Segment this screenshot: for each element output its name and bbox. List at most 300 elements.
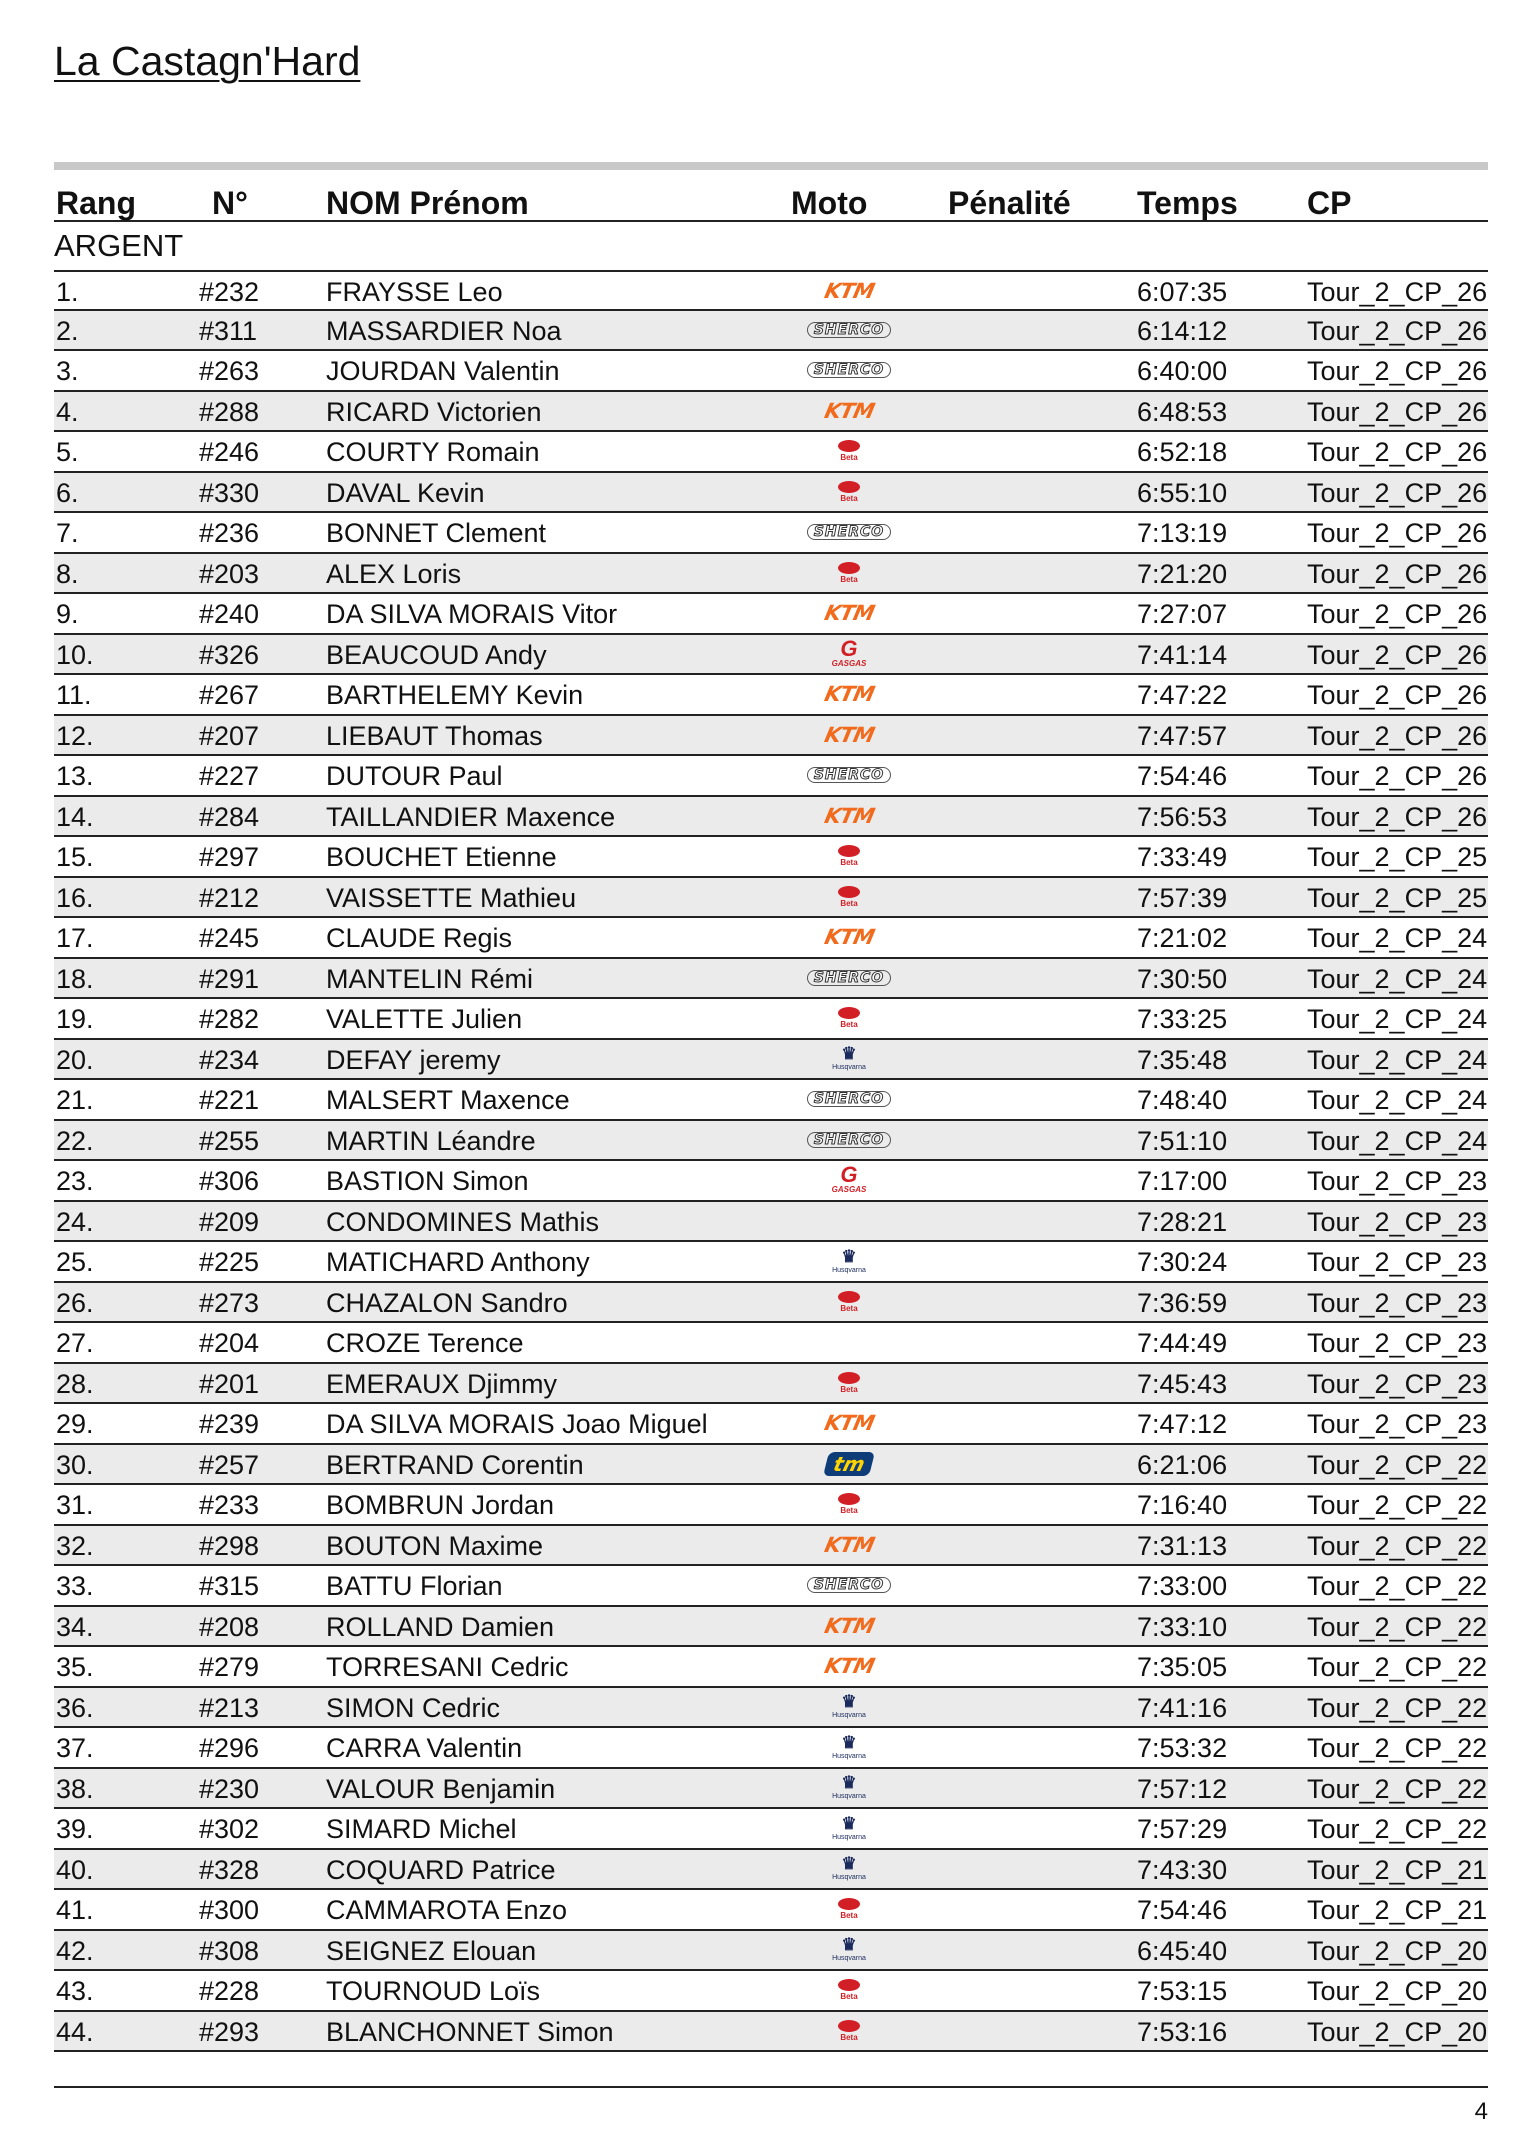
- rank-cell: 16.: [56, 882, 94, 913]
- moto-cell: [774, 675, 924, 713]
- rank-cell: 8.: [56, 558, 79, 589]
- moto-cell: [774, 1283, 924, 1321]
- table-row: [54, 1688, 1488, 1729]
- cp-cell: Tour_2_CP_22: [1307, 1611, 1488, 1642]
- number-cell: #239: [199, 1409, 260, 1439]
- time-cell: 6:14:12: [1137, 315, 1228, 346]
- sherco-logo-icon: SHERCO: [807, 970, 891, 986]
- table-row: [54, 1809, 1488, 1850]
- rank-cell: 39.: [56, 1814, 94, 1844]
- number-cell: #212: [199, 882, 260, 913]
- number-cell: #232: [199, 277, 260, 307]
- time-cell: 7:21:20: [1137, 558, 1228, 589]
- rank-cell: 19.: [56, 1004, 94, 1034]
- rank-cell: 15.: [56, 842, 94, 872]
- cp-cell: Tour_2_CP_23: [1307, 1247, 1488, 1277]
- time-cell: 7:57:12: [1137, 1773, 1228, 1804]
- cp-cell: Tour_2_CP_23: [1307, 1328, 1488, 1358]
- name-cell: DA SILVA MORAIS Vitor: [326, 599, 618, 629]
- cp-cell: Tour_2_CP_26: [1307, 801, 1488, 832]
- moto-cell: [774, 1161, 924, 1199]
- rank-cell: 9.: [56, 599, 79, 629]
- table-body: [54, 270, 1488, 2052]
- time-cell: 7:51:10: [1137, 1125, 1228, 1156]
- number-cell: #267: [199, 680, 260, 710]
- rank-cell: 12.: [56, 720, 94, 751]
- number-cell: #230: [199, 1773, 260, 1804]
- beta-logo-icon: Beta: [838, 1007, 860, 1029]
- number-cell: #311: [199, 315, 258, 346]
- time-cell: 7:35:48: [1137, 1044, 1228, 1075]
- time-cell: 6:48:53: [1137, 396, 1228, 427]
- table-row: [54, 1769, 1488, 1810]
- name-cell: COQUARD Patrice: [326, 1854, 556, 1885]
- name-cell: BOMBRUN Jordan: [326, 1490, 555, 1520]
- moto-cell: [774, 1485, 924, 1523]
- moto-cell: [774, 311, 924, 349]
- name-cell: BERTRAND Corentin: [326, 1449, 584, 1480]
- moto-cell: [774, 1404, 924, 1442]
- rank-cell: 34.: [56, 1611, 94, 1642]
- moto-cell: [774, 1850, 924, 1888]
- moto-cell: [774, 1647, 924, 1685]
- rank-cell: 13.: [56, 761, 94, 791]
- moto-cell: [774, 1607, 924, 1645]
- ktm-logo-icon: KTM: [822, 722, 876, 747]
- moto-cell: [774, 999, 924, 1037]
- moto-cell: [774, 1202, 924, 1240]
- table-row: [54, 1242, 1488, 1283]
- cp-cell: Tour_2_CP_26: [1307, 477, 1488, 508]
- name-cell: SEIGNEZ Elouan: [326, 1935, 537, 1966]
- name-cell: DUTOUR Paul: [326, 761, 503, 791]
- number-cell: #298: [199, 1530, 260, 1561]
- time-cell: 7:43:30: [1137, 1854, 1228, 1885]
- number-cell: #302: [199, 1814, 260, 1844]
- number-cell: #227: [199, 761, 260, 791]
- bottom-divider: [54, 2086, 1488, 2088]
- name-cell: BARTHELEMY Kevin: [326, 680, 584, 710]
- husqvarna-logo-icon: ♛ Husqvarna: [832, 1732, 866, 1760]
- rank-cell: 44.: [56, 2016, 94, 2047]
- time-cell: 7:54:46: [1137, 1895, 1228, 1925]
- rank-cell: 20.: [56, 1044, 94, 1075]
- sherco-logo-icon: SHERCO: [807, 1577, 891, 1593]
- table-row: [54, 1283, 1488, 1324]
- number-cell: #284: [199, 801, 260, 832]
- number-cell: #207: [199, 720, 260, 751]
- moto-cell: [774, 1080, 924, 1118]
- rank-cell: 5.: [56, 437, 79, 467]
- page-title: La Castagn'Hard: [54, 38, 361, 84]
- cp-cell: Tour_2_CP_23: [1307, 1409, 1488, 1439]
- header-cp: CP: [1307, 185, 1352, 221]
- number-cell: #279: [199, 1652, 260, 1682]
- rank-cell: 26.: [56, 1287, 94, 1318]
- cp-cell: Tour_2_CP_22: [1307, 1773, 1488, 1804]
- cp-cell: Tour_2_CP_22: [1307, 1449, 1488, 1480]
- beta-logo-icon: Beta: [838, 1493, 860, 1515]
- cp-cell: Tour_2_CP_26: [1307, 437, 1488, 467]
- header-name: NOM Prénom: [326, 185, 529, 221]
- husqvarna-logo-icon: ♛ Husqvarna: [832, 1854, 866, 1881]
- time-cell: 7:33:10: [1137, 1611, 1228, 1642]
- time-cell: 7:54:46: [1137, 761, 1228, 791]
- time-cell: 7:57:39: [1137, 882, 1228, 913]
- rank-cell: 40.: [56, 1854, 94, 1885]
- table-row: [54, 756, 1488, 797]
- husqvarna-logo-icon: ♛ Husqvarna: [832, 1773, 866, 1800]
- moto-cell: [774, 797, 924, 835]
- cp-cell: Tour_2_CP_22: [1307, 1692, 1488, 1723]
- name-cell: DA SILVA MORAIS Joao Miguel: [326, 1409, 708, 1439]
- moto-cell: [774, 1364, 924, 1402]
- rank-cell: 14.: [56, 801, 94, 832]
- cp-cell: Tour_2_CP_26: [1307, 315, 1488, 346]
- time-cell: 7:21:02: [1137, 923, 1228, 953]
- cp-cell: Tour_2_CP_26: [1307, 639, 1488, 670]
- beta-logo-icon: Beta: [838, 1291, 860, 1313]
- table-row: [54, 1445, 1488, 1486]
- moto-cell: [774, 272, 924, 310]
- sherco-logo-icon: SHERCO: [807, 362, 891, 378]
- name-cell: BONNET Clement: [326, 518, 547, 548]
- name-cell: VALOUR Benjamin: [326, 1773, 556, 1804]
- time-cell: 7:30:24: [1137, 1247, 1228, 1277]
- rank-cell: 31.: [56, 1490, 94, 1520]
- name-cell: MARTIN Léandre: [326, 1125, 536, 1156]
- rank-cell: 11.: [56, 680, 92, 710]
- rank-cell: 43.: [56, 1976, 94, 2006]
- table-row: [54, 432, 1488, 473]
- beta-logo-icon: Beta: [838, 1898, 860, 1920]
- ktm-logo-icon: KTM: [822, 1613, 876, 1638]
- husqvarna-logo-icon: ♛ Husqvarna: [832, 1813, 866, 1841]
- results-table: [54, 162, 1488, 2052]
- number-cell: #330: [199, 477, 260, 508]
- number-cell: #308: [199, 1935, 260, 1966]
- rank-cell: 3.: [56, 356, 79, 386]
- beta-logo-icon: Beta: [838, 886, 860, 908]
- number-cell: #213: [199, 1692, 260, 1723]
- cp-cell: Tour_2_CP_26: [1307, 396, 1488, 427]
- name-cell: SIMARD Michel: [326, 1814, 517, 1844]
- table-row: [54, 311, 1488, 352]
- time-cell: 7:56:53: [1137, 801, 1228, 832]
- beta-logo-icon: Beta: [838, 2020, 860, 2042]
- time-cell: 7:36:59: [1137, 1287, 1228, 1318]
- number-cell: #291: [199, 963, 260, 994]
- number-cell: #257: [199, 1449, 260, 1480]
- number-cell: #204: [199, 1328, 260, 1358]
- number-cell: #236: [199, 518, 260, 548]
- table-row: [54, 1971, 1488, 2012]
- number-cell: #201: [199, 1368, 260, 1399]
- time-cell: 7:47:57: [1137, 720, 1228, 751]
- cp-cell: Tour_2_CP_24: [1307, 1044, 1488, 1075]
- table-row: [54, 999, 1488, 1040]
- ktm-logo-icon: KTM: [822, 1654, 876, 1678]
- moto-cell: [774, 1890, 924, 1928]
- table-row: [54, 1728, 1488, 1769]
- table-row: [54, 2012, 1488, 2053]
- moto-cell: [774, 1526, 924, 1564]
- rank-cell: 28.: [56, 1368, 94, 1399]
- table-row: [54, 351, 1488, 392]
- cp-cell: Tour_2_CP_24: [1307, 1004, 1488, 1034]
- name-cell: BEAUCOUD Andy: [326, 639, 547, 670]
- cp-cell: Tour_2_CP_22: [1307, 1733, 1488, 1763]
- rank-cell: 33.: [56, 1571, 94, 1601]
- moto-cell: [774, 1809, 924, 1847]
- moto-cell: [774, 473, 924, 511]
- number-cell: #288: [199, 396, 260, 427]
- number-cell: #297: [199, 842, 260, 872]
- time-cell: 7:45:43: [1137, 1368, 1228, 1399]
- number-cell: #282: [199, 1004, 260, 1034]
- table-row: [54, 1161, 1488, 1202]
- time-cell: 6:21:06: [1137, 1449, 1228, 1480]
- beta-logo-icon: Beta: [838, 481, 860, 503]
- moto-cell: [774, 1566, 924, 1604]
- number-cell: #245: [199, 923, 260, 953]
- ktm-logo-icon: KTM: [822, 925, 876, 949]
- table-row: [54, 270, 1488, 311]
- time-cell: 7:30:50: [1137, 963, 1228, 994]
- table-row: [54, 1121, 1488, 1162]
- number-cell: #315: [199, 1571, 260, 1601]
- name-cell: BLANCHONNET Simon: [326, 2016, 614, 2047]
- time-cell: 7:33:49: [1137, 842, 1228, 872]
- moto-cell: [774, 1971, 924, 2009]
- moto-cell: [774, 594, 924, 632]
- sherco-logo-icon: SHERCO: [807, 322, 891, 338]
- time-cell: 7:53:15: [1137, 1976, 1228, 2006]
- rank-cell: 4.: [56, 396, 79, 427]
- header-penalty: Pénalité: [948, 185, 1071, 221]
- moto-cell: [774, 351, 924, 389]
- rank-cell: 2.: [56, 315, 79, 346]
- cp-cell: Tour_2_CP_22: [1307, 1490, 1488, 1520]
- cp-cell: Tour_2_CP_25: [1307, 842, 1488, 872]
- number-cell: #225: [199, 1247, 260, 1277]
- moto-cell: [774, 554, 924, 592]
- husqvarna-logo-icon: ♛ Husqvarna: [832, 1246, 866, 1274]
- table-row: [54, 918, 1488, 959]
- cp-cell: Tour_2_CP_26: [1307, 277, 1488, 307]
- name-cell: CHAZALON Sandro: [326, 1287, 568, 1318]
- moto-cell: [774, 2012, 924, 2050]
- time-cell: 7:17:00: [1137, 1166, 1228, 1196]
- cp-cell: Tour_2_CP_26: [1307, 761, 1488, 791]
- time-cell: 6:55:10: [1137, 477, 1228, 508]
- name-cell: CROZE Terence: [326, 1328, 524, 1358]
- cp-cell: Tour_2_CP_22: [1307, 1530, 1488, 1561]
- rank-cell: 37.: [56, 1733, 94, 1763]
- time-cell: 7:16:40: [1137, 1490, 1228, 1520]
- moto-cell: [774, 392, 924, 430]
- tm-logo-icon: tm: [823, 1452, 875, 1476]
- moto-cell: [774, 1323, 924, 1361]
- gasgas-logo-icon: G GASGAS: [831, 1162, 867, 1194]
- number-cell: #233: [199, 1490, 260, 1520]
- beta-logo-icon: Beta: [838, 1979, 860, 2001]
- ktm-logo-icon: KTM: [822, 279, 876, 303]
- name-cell: COURTY Romain: [326, 437, 540, 467]
- ktm-logo-icon: KTM: [822, 601, 876, 625]
- table-row: [54, 837, 1488, 878]
- name-cell: SIMON Cedric: [326, 1692, 501, 1723]
- time-cell: 7:35:05: [1137, 1652, 1228, 1682]
- name-cell: MATICHARD Anthony: [326, 1247, 590, 1277]
- cp-cell: Tour_2_CP_20: [1307, 2016, 1488, 2047]
- time-cell: 6:52:18: [1137, 437, 1228, 467]
- table-row: [54, 554, 1488, 595]
- moto-cell: [774, 1040, 924, 1078]
- number-cell: #203: [199, 558, 260, 589]
- cp-cell: Tour_2_CP_22: [1307, 1652, 1488, 1682]
- cp-cell: Tour_2_CP_25: [1307, 882, 1488, 913]
- name-cell: BASTION Simon: [326, 1166, 529, 1196]
- table-row: [54, 1890, 1488, 1931]
- cp-cell: Tour_2_CP_24: [1307, 923, 1488, 953]
- number-cell: #326: [199, 639, 260, 670]
- table-row: [54, 959, 1488, 1000]
- number-cell: #306: [199, 1166, 260, 1196]
- name-cell: DEFAY jeremy: [326, 1044, 501, 1075]
- cp-cell: Tour_2_CP_26: [1307, 599, 1488, 629]
- rank-cell: 23.: [56, 1166, 94, 1196]
- top-divider: [54, 162, 1488, 170]
- name-cell: VAISSETTE Mathieu: [326, 882, 577, 913]
- table-row: [54, 675, 1488, 716]
- cp-cell: Tour_2_CP_23: [1307, 1166, 1488, 1196]
- table-header: [54, 170, 1488, 222]
- name-cell: TORRESANI Cedric: [326, 1652, 569, 1682]
- time-cell: 7:47:22: [1137, 680, 1228, 710]
- rank-cell: 27.: [56, 1328, 94, 1358]
- time-cell: 7:27:07: [1137, 599, 1228, 629]
- ktm-logo-icon: KTM: [822, 1411, 876, 1435]
- cp-cell: Tour_2_CP_24: [1307, 1085, 1488, 1115]
- cp-cell: Tour_2_CP_23: [1307, 1206, 1488, 1237]
- moto-cell: [774, 635, 924, 673]
- table-row: [54, 1323, 1488, 1364]
- rank-cell: 25.: [56, 1247, 94, 1277]
- name-cell: TOURNOUD Loïs: [326, 1976, 541, 2006]
- cp-cell: Tour_2_CP_26: [1307, 720, 1488, 751]
- table-row: [54, 1607, 1488, 1648]
- time-cell: 7:13:19: [1137, 518, 1228, 548]
- name-cell: RICARD Victorien: [326, 396, 542, 427]
- time-cell: 7:44:49: [1137, 1328, 1228, 1358]
- cp-cell: Tour_2_CP_22: [1307, 1571, 1488, 1601]
- moto-cell: [774, 513, 924, 551]
- header-rank: Rang: [56, 185, 136, 221]
- ktm-logo-icon: KTM: [822, 1532, 876, 1557]
- name-cell: FRAYSSE Leo: [326, 277, 503, 307]
- number-cell: #228: [199, 1976, 260, 2006]
- cp-cell: Tour_2_CP_21: [1307, 1895, 1488, 1925]
- time-cell: 6:45:40: [1137, 1935, 1228, 1966]
- moto-cell: [774, 918, 924, 956]
- moto-cell: [774, 1121, 924, 1159]
- name-cell: TAILLANDIER Maxence: [326, 801, 616, 832]
- table-row: [54, 797, 1488, 838]
- time-cell: 7:48:40: [1137, 1085, 1228, 1115]
- moto-cell: [774, 756, 924, 794]
- time-cell: 7:53:16: [1137, 2016, 1228, 2047]
- time-cell: 6:07:35: [1137, 277, 1228, 307]
- table-row: [54, 1850, 1488, 1891]
- rank-cell: 35.: [56, 1652, 94, 1682]
- number-cell: #328: [199, 1854, 260, 1885]
- rank-cell: 21.: [56, 1085, 94, 1115]
- beta-logo-icon: Beta: [838, 562, 860, 584]
- table-row: [54, 1404, 1488, 1445]
- number-cell: #221: [199, 1085, 260, 1115]
- time-cell: 7:41:14: [1137, 639, 1228, 670]
- moto-cell: [774, 1242, 924, 1280]
- rank-cell: 22.: [56, 1125, 94, 1156]
- moto-cell: [774, 837, 924, 875]
- rank-cell: 17.: [56, 923, 94, 953]
- moto-cell: [774, 1931, 924, 1969]
- time-cell: 7:28:21: [1137, 1206, 1228, 1237]
- name-cell: CARRA Valentin: [326, 1733, 523, 1763]
- name-cell: ROLLAND Damien: [326, 1611, 555, 1642]
- rank-cell: 10.: [56, 639, 94, 670]
- table-row: [54, 473, 1488, 514]
- time-cell: 7:31:13: [1137, 1530, 1228, 1561]
- number-cell: #208: [199, 1611, 260, 1642]
- name-cell: JOURDAN Valentin: [326, 356, 560, 386]
- cp-cell: Tour_2_CP_21: [1307, 1854, 1488, 1885]
- cp-cell: Tour_2_CP_24: [1307, 963, 1488, 994]
- name-cell: CLAUDE Regis: [326, 923, 513, 953]
- gasgas-logo-icon: G GASGAS: [831, 635, 867, 668]
- rank-cell: 1.: [56, 277, 79, 307]
- table-row: [54, 878, 1488, 919]
- beta-logo-icon: Beta: [838, 1372, 860, 1394]
- cp-cell: Tour_2_CP_23: [1307, 1368, 1488, 1399]
- table-row: [54, 1647, 1488, 1688]
- rank-cell: 30.: [56, 1449, 94, 1480]
- name-cell: BOUTON Maxime: [326, 1530, 544, 1561]
- table-row: [54, 513, 1488, 554]
- rank-cell: 18.: [56, 963, 94, 994]
- cp-cell: Tour_2_CP_20: [1307, 1935, 1488, 1966]
- number-cell: #296: [199, 1733, 260, 1763]
- rank-cell: 7.: [56, 518, 79, 548]
- ktm-logo-icon: KTM: [822, 803, 876, 828]
- moto-cell: [774, 1769, 924, 1807]
- rank-cell: 41.: [56, 1895, 94, 1925]
- name-cell: BOUCHET Etienne: [326, 842, 557, 872]
- name-cell: ALEX Loris: [326, 558, 462, 589]
- name-cell: CAMMAROTA Enzo: [326, 1895, 568, 1925]
- husqvarna-logo-icon: ♛ Husqvarna: [832, 1935, 866, 1962]
- cp-cell: Tour_2_CP_26: [1307, 680, 1488, 710]
- rank-cell: 42.: [56, 1935, 94, 1966]
- husqvarna-logo-icon: ♛ Husqvarna: [832, 1044, 866, 1071]
- moto-cell: [774, 1688, 924, 1726]
- sherco-logo-icon: SHERCO: [807, 767, 891, 783]
- number-cell: #263: [199, 356, 260, 386]
- header-moto: Moto: [791, 185, 868, 221]
- table-row: [54, 716, 1488, 757]
- husqvarna-logo-icon: ♛ Husqvarna: [832, 1692, 866, 1719]
